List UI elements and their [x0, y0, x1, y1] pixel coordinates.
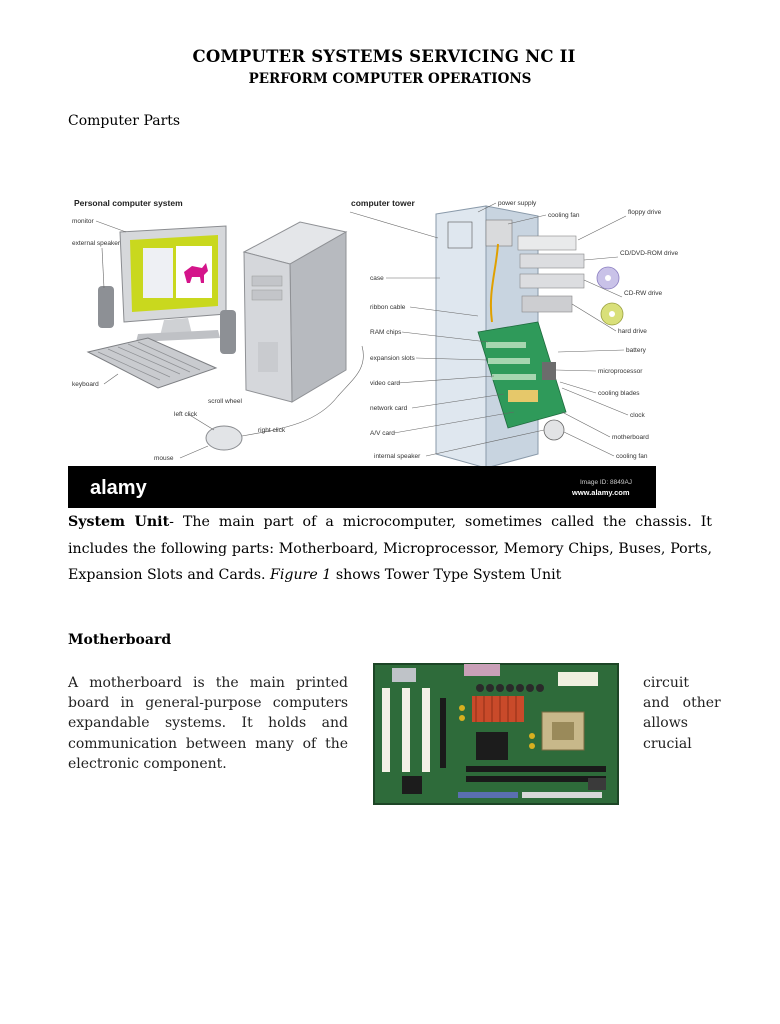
motherboard-text-line-5: electronic component.: [68, 756, 227, 772]
label-left-click: left click: [174, 411, 198, 418]
motherboard-text-line-2: board in general-purpose computers: [68, 695, 348, 711]
motherboard-photo: [372, 658, 620, 806]
label-scroll-wheel: scroll wheel: [208, 398, 242, 405]
motherboard-heading: Motherboard: [68, 632, 172, 648]
system-unit-text-2: shows Tower Type System Unit: [331, 567, 562, 583]
system-unit-text-1: - The main part of a microcomputer, sometimes called the chassis. It includes the following parts: Motherboard, Microprocessor, Memory Chips, Buses, Ports, Expansion Slots and Cards.: [68, 514, 713, 583]
label-cooling-fan-top: cooling fan: [548, 212, 580, 219]
figure-right-heading: computer tower: [351, 198, 415, 208]
label-ram-chips: RAM chips: [370, 329, 402, 336]
motherboard-text-line-1: A motherboard is the main printed: [68, 675, 348, 691]
figure-reference: Figure 1: [270, 567, 332, 583]
alamy-logo: alamy: [90, 477, 147, 499]
label-cd-dvd-rom-drive: CD/DVD-ROM drive: [620, 250, 679, 257]
label-video-card: video card: [370, 380, 400, 387]
motherboard-text-right-3: allows: [643, 715, 688, 731]
label-av-card: A/V card: [370, 430, 395, 437]
system-unit-paragraph: [68, 509, 712, 589]
label-power-supply: power supply: [498, 200, 537, 207]
label-monitor: monitor: [72, 218, 94, 225]
label-cooling-fan-bottom: cooling fan: [616, 453, 648, 460]
document-subtitle: PERFORM COMPUTER OPERATIONS: [248, 71, 532, 87]
label-case: case: [370, 275, 384, 282]
label-clock: clock: [630, 412, 645, 419]
motherboard-text-right-1: circuit: [643, 675, 689, 691]
document-title: COMPUTER SYSTEMS SERVICING NC II: [192, 47, 576, 66]
label-battery: battery: [626, 347, 646, 354]
label-keyboard: keyboard: [72, 381, 99, 388]
speaker-right-illustration: [220, 310, 236, 354]
motherboard-text-line-3: expandable systems. It holds and: [68, 715, 348, 731]
label-network-card: network card: [370, 405, 408, 412]
label-hard-drive: hard drive: [618, 328, 647, 335]
label-motherboard: motherboard: [612, 434, 649, 441]
alamy-url-text: www.alamy.com: [572, 488, 630, 497]
label-floppy-drive: floppy drive: [628, 209, 662, 216]
label-external-speaker: external speaker: [72, 240, 121, 247]
speaker-left-illustration: [98, 286, 114, 328]
figure-left-heading: Personal computer system: [74, 198, 183, 208]
image-id-text: Image ID: 8849AJ: [580, 479, 633, 486]
system-unit-term: System Unit: [68, 514, 170, 530]
alamy-banner: [68, 466, 656, 508]
motherboard-text-line-4: communication between many of the: [68, 736, 348, 752]
label-internal-speaker: internal speaker: [374, 453, 421, 460]
label-microprocessor: microprocessor: [598, 368, 643, 375]
computer-system-figure: [68, 192, 679, 508]
label-ribbon-cable: ribbon cable: [370, 304, 406, 311]
section-label: Computer Parts: [68, 113, 181, 129]
motherboard-text-right-2: and other: [643, 695, 721, 711]
label-mouse: mouse: [154, 455, 174, 462]
label-cooling-blades: cooling blades: [598, 390, 640, 397]
label-right-click: right click: [258, 427, 286, 434]
label-cd-rw-drive: CD-RW drive: [624, 290, 663, 297]
label-expansion-slots: expansion slots: [370, 355, 415, 362]
motherboard-text-right-4: crucial: [643, 736, 692, 752]
mouse-illustration: [206, 426, 242, 450]
computer-tower-illustration: [244, 222, 346, 402]
